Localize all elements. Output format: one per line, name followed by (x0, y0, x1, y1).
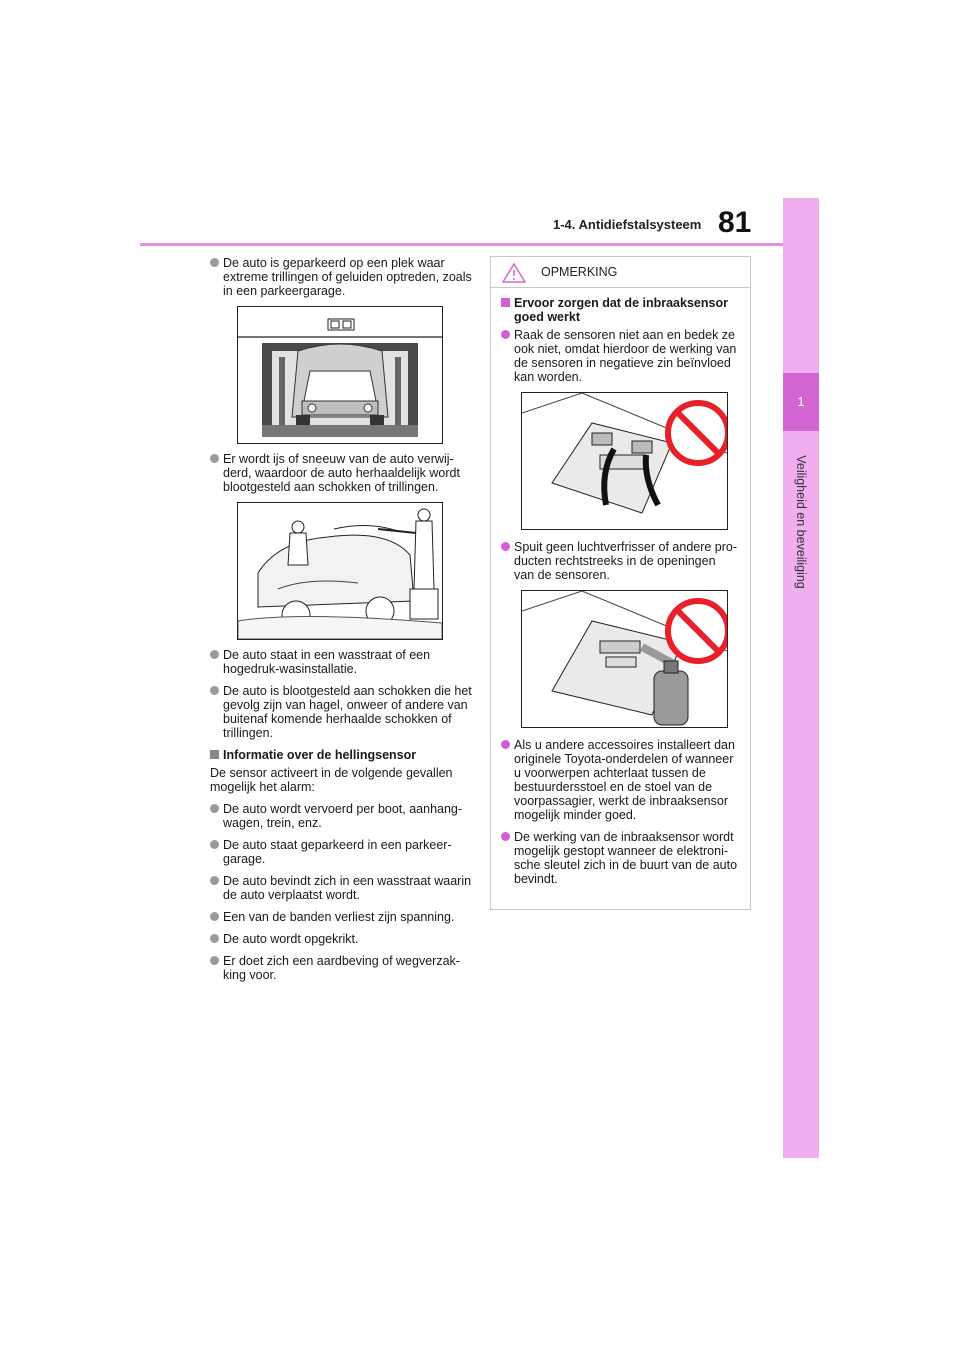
chapter-number: 1 (783, 373, 819, 431)
header-rule (140, 243, 783, 246)
notice-subheading: Ervoor zorgen dat de inbraaksensor goed werkt (501, 296, 738, 324)
tilt-sensor-intro: De sensor activeert in de volgende gevallen mogelijk het alarm: (210, 766, 453, 794)
illustration-do-not-spray-sensor (521, 590, 728, 728)
bullet-parking-garage: De auto is geparkeerd op een plek waar extreme trillingen of geluiden optreden, zoals in een parkeergarage. (210, 256, 472, 298)
chapter-side-tab (783, 198, 819, 1158)
list-item: De auto bevindt zich in een wasstraat waarin de auto verplaatst wordt. (210, 874, 472, 902)
car-wash-drawing (238, 307, 442, 443)
chapter-title-vertical (783, 440, 819, 610)
bullet-ice-snow: Er wordt ijs of sneeuw van de auto verwij-derd, waardoor de auto herhaaldelijk wordt blootgesteld aan schokken of trillingen. (210, 452, 472, 494)
notice-bullet-electronic-key: De werking van de inbraaksensor wordt mogelijk gestopt wanneer de elektroni-sche sleutel zich in de buurt van de auto bevindt. (501, 830, 738, 886)
chapter-title: Veiligheid en beveiliging (794, 455, 808, 589)
illustration-do-not-cover-sensor (521, 392, 728, 530)
illustration-snow-removal (237, 502, 443, 640)
bullet-car-wash: De auto staat in een wasstraat of een hogedruk-wasinstallatie. (210, 648, 472, 676)
notice-box (490, 256, 751, 910)
list-item: De auto wordt opgekrikt. (210, 932, 472, 946)
snow-removal-drawing (238, 503, 442, 639)
list-item: De auto staat geparkeerd in een parkeer-garage. (210, 838, 472, 866)
notice-bullet-accessories: Als u andere accessoires installeert dan originele Toyota-onderdelen of wanneer u voorwerpen achterlaat tussen de bestuurdersstoel en de stoel van de voorpassagier, werkt de inbraaksensor mogelijk minder goed. (501, 738, 738, 822)
do-not-cover-drawing (522, 393, 727, 529)
notice-body (491, 288, 750, 886)
page-number: 81 (718, 206, 752, 239)
tilt-sensor-subheading: Informatie over de hellingsensor (210, 748, 472, 762)
notice-heading: OPMERKING (541, 265, 618, 279)
bullet-hail: De auto is blootgesteld aan schokken die het gevolg zijn van hagel, onweer of andere van buitenaf komende herhaalde schokken of trillingen. (210, 684, 472, 740)
warning-triangle-icon (502, 263, 526, 283)
left-column (210, 256, 472, 990)
list-item: Er doet zich een aardbeving of wegverzak-king voor. (210, 954, 472, 982)
section-title: 1-4. Antidiefstalsysteem (553, 217, 702, 232)
list-item: De auto wordt vervoerd per boot, aanhang-wagen, trein, enz. (210, 802, 472, 830)
illustration-car-wash (237, 306, 443, 444)
notice-bullet-no-touch: Raak de sensoren niet aan en bedek ze ook niet, omdat hierdoor de werking van de sensoren in negatieve zin beïnvloed kan worden. (501, 328, 738, 384)
notice-header (491, 257, 750, 288)
notice-bullet-no-spray: Spuit geen luchtverfrisser of andere pro-ducten rechtstreeks in de openingen van de sensoren. (501, 540, 738, 582)
do-not-spray-drawing (522, 591, 727, 727)
list-item: Een van de banden verliest zijn spanning. (210, 910, 472, 924)
